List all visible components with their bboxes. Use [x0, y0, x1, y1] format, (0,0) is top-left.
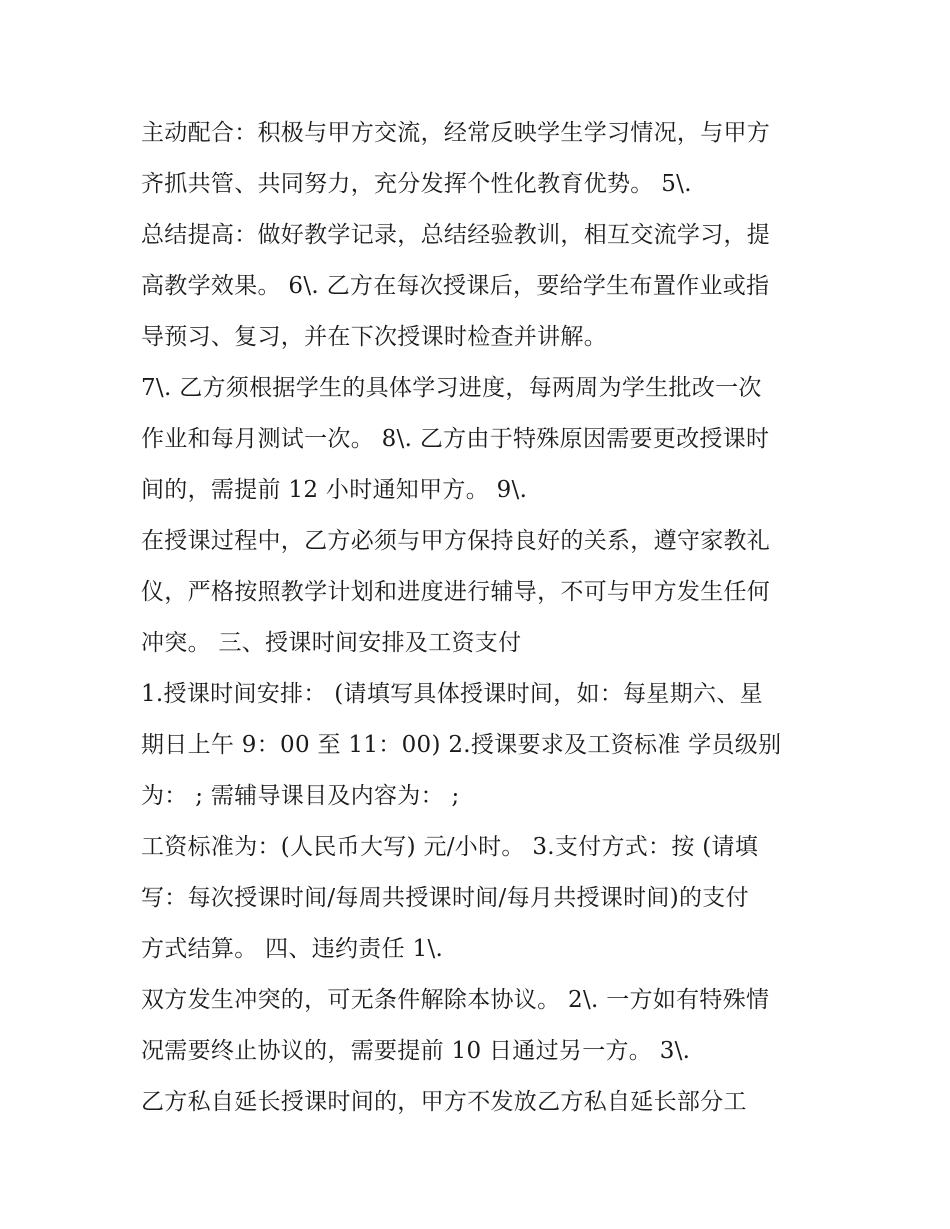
text-line: 方式结算。 四、违约责任 1\. [141, 936, 444, 962]
text-line: 工资标准为：(人民币大写) 元/小时。 3.支付方式：按 (请填 [141, 834, 759, 860]
text-line: 双方发生冲突的，可无条件解除本协议。 2\. 一方如有特殊情 [141, 987, 770, 1013]
text-line: 7\. 乙方须根据学生的具体学习进度，每两周为学生批改一次 [141, 375, 762, 401]
text-line: 写：每次授课时间/每周共授课时间/每月共授课时间)的支付 [141, 885, 749, 911]
text-line: 导预习、复习，并在下次授课时检查并讲解。 [141, 324, 607, 350]
text-line: 况需要终止协议的，需要提前 10 日通过另一方。 3\. [141, 1038, 691, 1064]
document-body [141, 108, 821, 1128]
text-line: 1.授课时间安排： (请填写具体授课时间，如：每星期六、星 [141, 681, 763, 707]
text-line: 为： ; 需辅导课目及内容为： ; [141, 783, 460, 809]
text-line: 主动配合：积极与甲方交流，经常反映学生学习情况，与甲方 [141, 120, 771, 146]
text-line: 高教学效果。 6\. 乙方在每次授课后，要给学生布置作业或指 [141, 273, 770, 299]
text-line: 期日上午 9：00 至 11：00) 2.授课要求及工资标准 学员级别 [141, 732, 782, 758]
text-line: 仪，严格按照教学计划和进度进行辅导，不可与甲方发生任何 [141, 579, 771, 605]
text-line: 在授课过程中，乙方必须与甲方保持良好的关系，遵守家教礼 [141, 528, 771, 554]
text-line: 总结提高：做好教学记录，总结经验教训，相互交流学习，提 [141, 222, 771, 248]
text-line: 作业和每月测试一次。 8\. 乙方由于特殊原因需要更改授课时 [141, 426, 770, 452]
text-line: 冲突。 三、授课时间安排及工资支付 [141, 630, 522, 656]
text-line: 齐抓共管、共同努力，充分发挥个性化教育优势。 5\. [141, 171, 692, 197]
text-line: 乙方私自延长授课时间的，甲方不发放乙方私自延长部分工 [141, 1089, 747, 1115]
text-line: 间的，需提前 12 小时通知甲方。 9\. [141, 477, 528, 503]
